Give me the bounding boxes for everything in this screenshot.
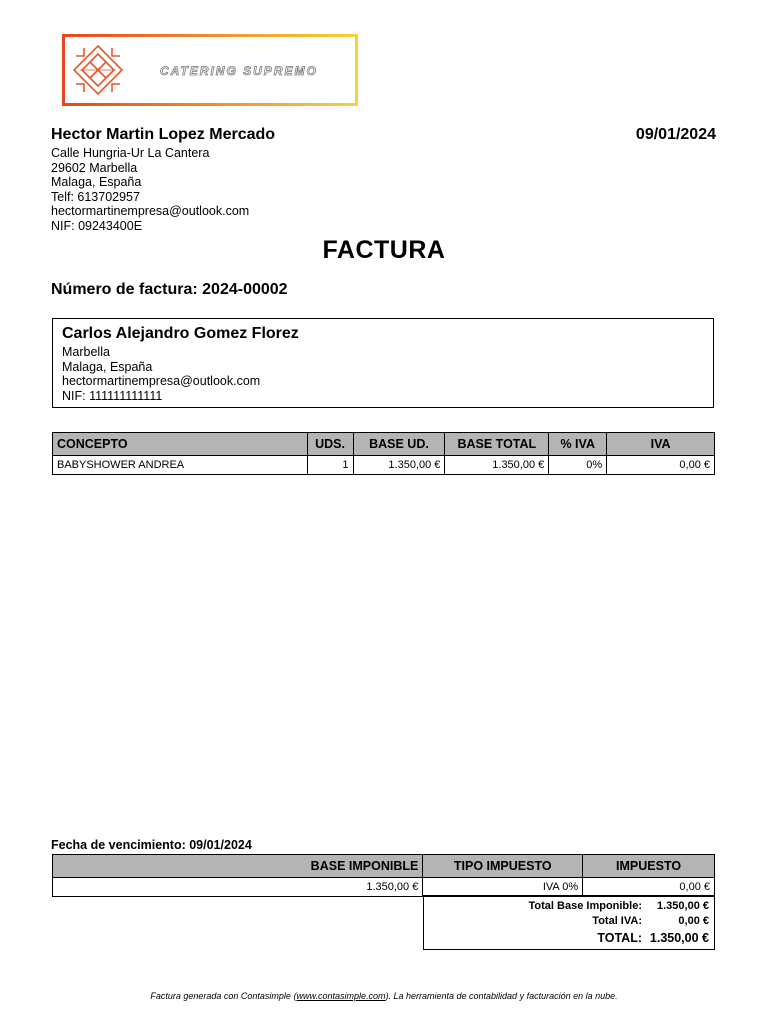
cell-base-total: 1.350,00 € <box>445 456 549 475</box>
summary-iva-value: 0,00 € <box>678 915 709 927</box>
issuer-phone: Telf: 613702957 <box>51 189 140 204</box>
invoice-date: 09/01/2024 <box>635 126 716 143</box>
column-header-base-ud: BASE UD. <box>353 433 445 456</box>
footer-prefix: Factura generada con Contasimple ( <box>150 991 297 1001</box>
summary-total-value: 1.350,00 € <box>649 931 709 945</box>
issuer-nif: NIF: 09243400E <box>51 218 143 233</box>
column-header-pct-iva: % IVA <box>549 433 607 456</box>
tax-table <box>52 854 715 897</box>
column-header-base-total: BASE TOTAL <box>445 433 549 456</box>
summary-iva-label: Total IVA: <box>592 915 642 927</box>
table-row <box>53 456 715 475</box>
client-region: Malaga, España <box>62 359 153 374</box>
logo-mark-icon <box>74 46 122 94</box>
issuer-postal-line: 29602 Marbella <box>51 160 138 175</box>
cell-iva: 0,00 € <box>607 456 715 475</box>
issuer-name: Hector Martin Lopez Mercado <box>51 126 276 143</box>
footer-note <box>0 991 768 1001</box>
client-details <box>62 345 260 403</box>
client-email: hectormartinempresa@outlook.com <box>62 374 261 389</box>
footer-suffix: ). La herramienta de contabilidad y facturación en la nube. <box>385 991 618 1001</box>
cell-base-imponible: 1.350,00 € <box>53 878 423 897</box>
issuer-address-line: Calle Hungria-Ur La Cantera <box>51 146 210 160</box>
items-header-row <box>53 433 715 456</box>
summary-base-label: Total Base Imponible: <box>528 900 642 912</box>
client-name: Carlos Alejandro Gomez Florez <box>62 325 299 342</box>
tax-header-row <box>53 855 715 878</box>
column-header-tipo-impuesto: TIPO IMPUESTO <box>423 855 583 878</box>
summary-total-label: TOTAL: <box>597 931 642 945</box>
issuer-email: hectormartinempresa@outlook.com <box>51 204 250 219</box>
column-header-base-imponible: BASE IMPONIBLE <box>53 855 423 878</box>
cell-pct-iva: 0% <box>549 456 607 475</box>
cell-uds: 1 <box>307 456 353 475</box>
client-box <box>52 318 714 408</box>
due-date: Fecha de vencimiento: 09/01/2024 <box>51 838 252 852</box>
company-logo <box>62 34 358 106</box>
column-header-impuesto: IMPUESTO <box>583 855 715 878</box>
table-row <box>53 878 715 897</box>
totals-summary <box>423 895 715 950</box>
issuer-region-line: Malaga, España <box>51 175 142 190</box>
client-nif: NIF: 111111111111 <box>62 388 163 403</box>
footer-link[interactable]: www.contasimple.com <box>296 991 386 1001</box>
cell-tipo-impuesto: IVA 0% <box>423 878 583 897</box>
cell-concepto: BABYSHOWER ANDREA <box>53 456 308 475</box>
logo-text: CATERING SUPREMO <box>160 64 318 78</box>
document-title: FACTURA <box>322 236 446 264</box>
items-table <box>52 432 715 475</box>
invoice-number: Número de factura: 2024-00002 <box>51 281 288 298</box>
cell-impuesto: 0,00 € <box>583 878 715 897</box>
column-header-iva: IVA <box>607 433 715 456</box>
client-city: Marbella <box>62 345 110 359</box>
issuer-details <box>51 146 249 234</box>
summary-base-value: 1.350,00 € <box>657 900 709 912</box>
column-header-concepto: CONCEPTO <box>53 433 308 456</box>
column-header-uds: UDS. <box>307 433 353 456</box>
cell-base-ud: 1.350,00 € <box>353 456 445 475</box>
